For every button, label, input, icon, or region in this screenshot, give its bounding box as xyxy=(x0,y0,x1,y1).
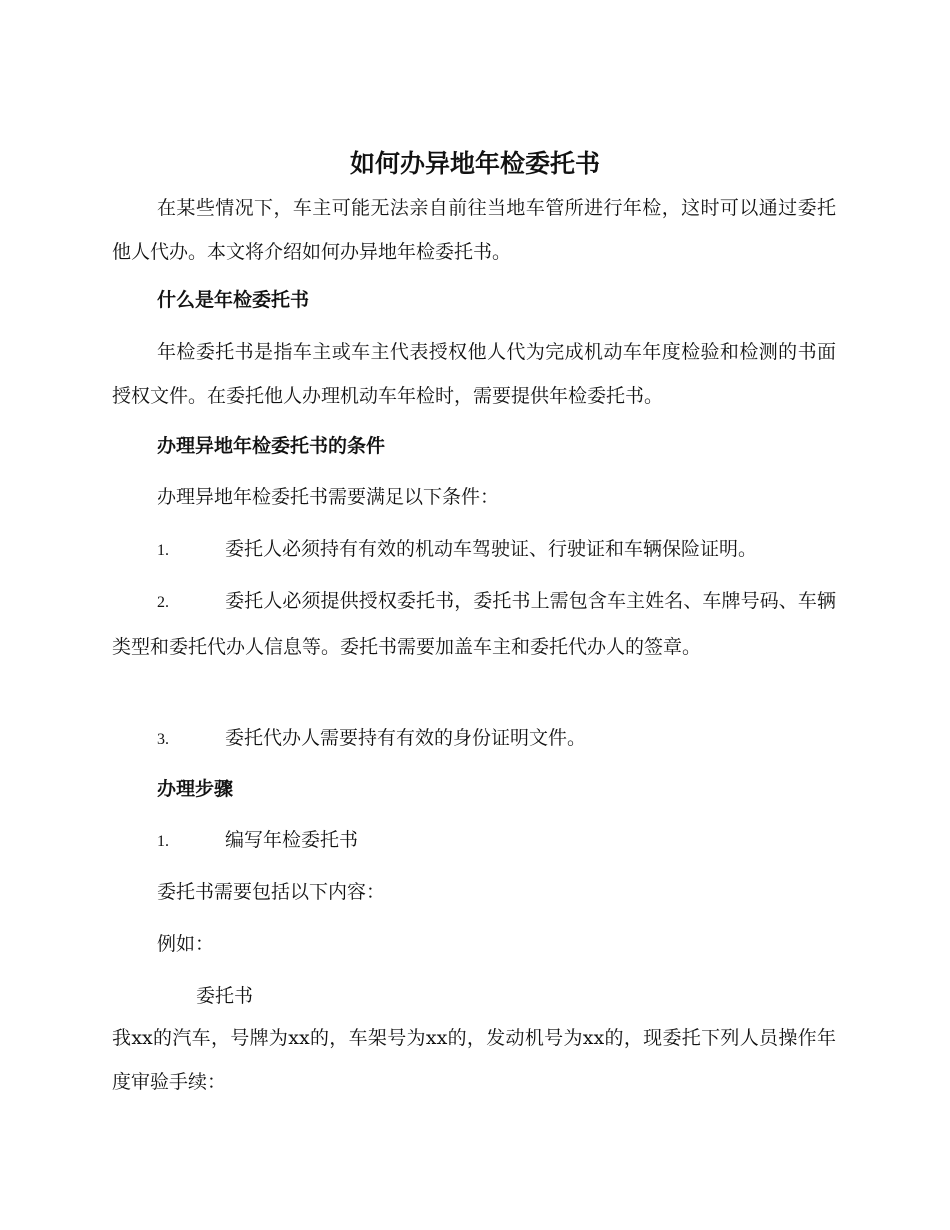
list-item-text: 编写年检委托书 xyxy=(225,829,359,851)
list-number: 1. xyxy=(157,542,169,559)
section-heading-conditions: 办理异地年检委托书的条件 xyxy=(157,435,386,457)
document-title: 如何办异地年检委托书 xyxy=(349,149,600,178)
example-label: 例如： xyxy=(157,933,215,955)
letter-body: 我xx的汽车，号牌为xx的，车架号为xx的，发动机号为xx的，现委托下列人员操作年度审验手续： xyxy=(112,1027,836,1093)
condition-item-1 xyxy=(112,527,836,573)
list-number: 1. xyxy=(157,833,169,850)
condition-item-3 xyxy=(112,716,836,762)
definition-paragraph: 年检委托书是指车主或车主代表授权他人代为完成机动车年度检验和检测的书面授权文件。在委托他人办理机动车年检时，需要提供年检委托书。 xyxy=(112,341,836,407)
list-number: 2. xyxy=(157,594,169,611)
contents-lead: 委托书需要包括以下内容： xyxy=(157,881,386,903)
letter-title: 委托书 xyxy=(196,985,254,1007)
step-item-1 xyxy=(112,818,836,864)
section-heading-steps: 办理步骤 xyxy=(157,778,234,800)
section-heading-what-is: 什么是年检委托书 xyxy=(157,289,310,311)
condition-item-2 xyxy=(112,579,836,669)
list-item-text: 委托人必须持有有效的机动车驾驶证、行驶证和车辆保险证明。 xyxy=(225,538,758,560)
conditions-lead: 办理异地年检委托书需要满足以下条件： xyxy=(157,486,500,508)
list-item-text: 委托代办人需要持有有效的身份证明文件。 xyxy=(225,727,587,749)
intro-paragraph: 在某些情况下，车主可能无法亲自前往当地车管所进行年检，这时可以通过委托他人代办。本文将介绍如何办异地年检委托书。 xyxy=(112,197,836,263)
list-number: 3. xyxy=(157,731,169,748)
list-item-text: 委托人必须提供授权委托书，委托书上需包含车主姓名、车牌号码、车辆类型和委托代办人信息等。委托书需要加盖车主和委托代办人的签章。 xyxy=(112,590,836,658)
